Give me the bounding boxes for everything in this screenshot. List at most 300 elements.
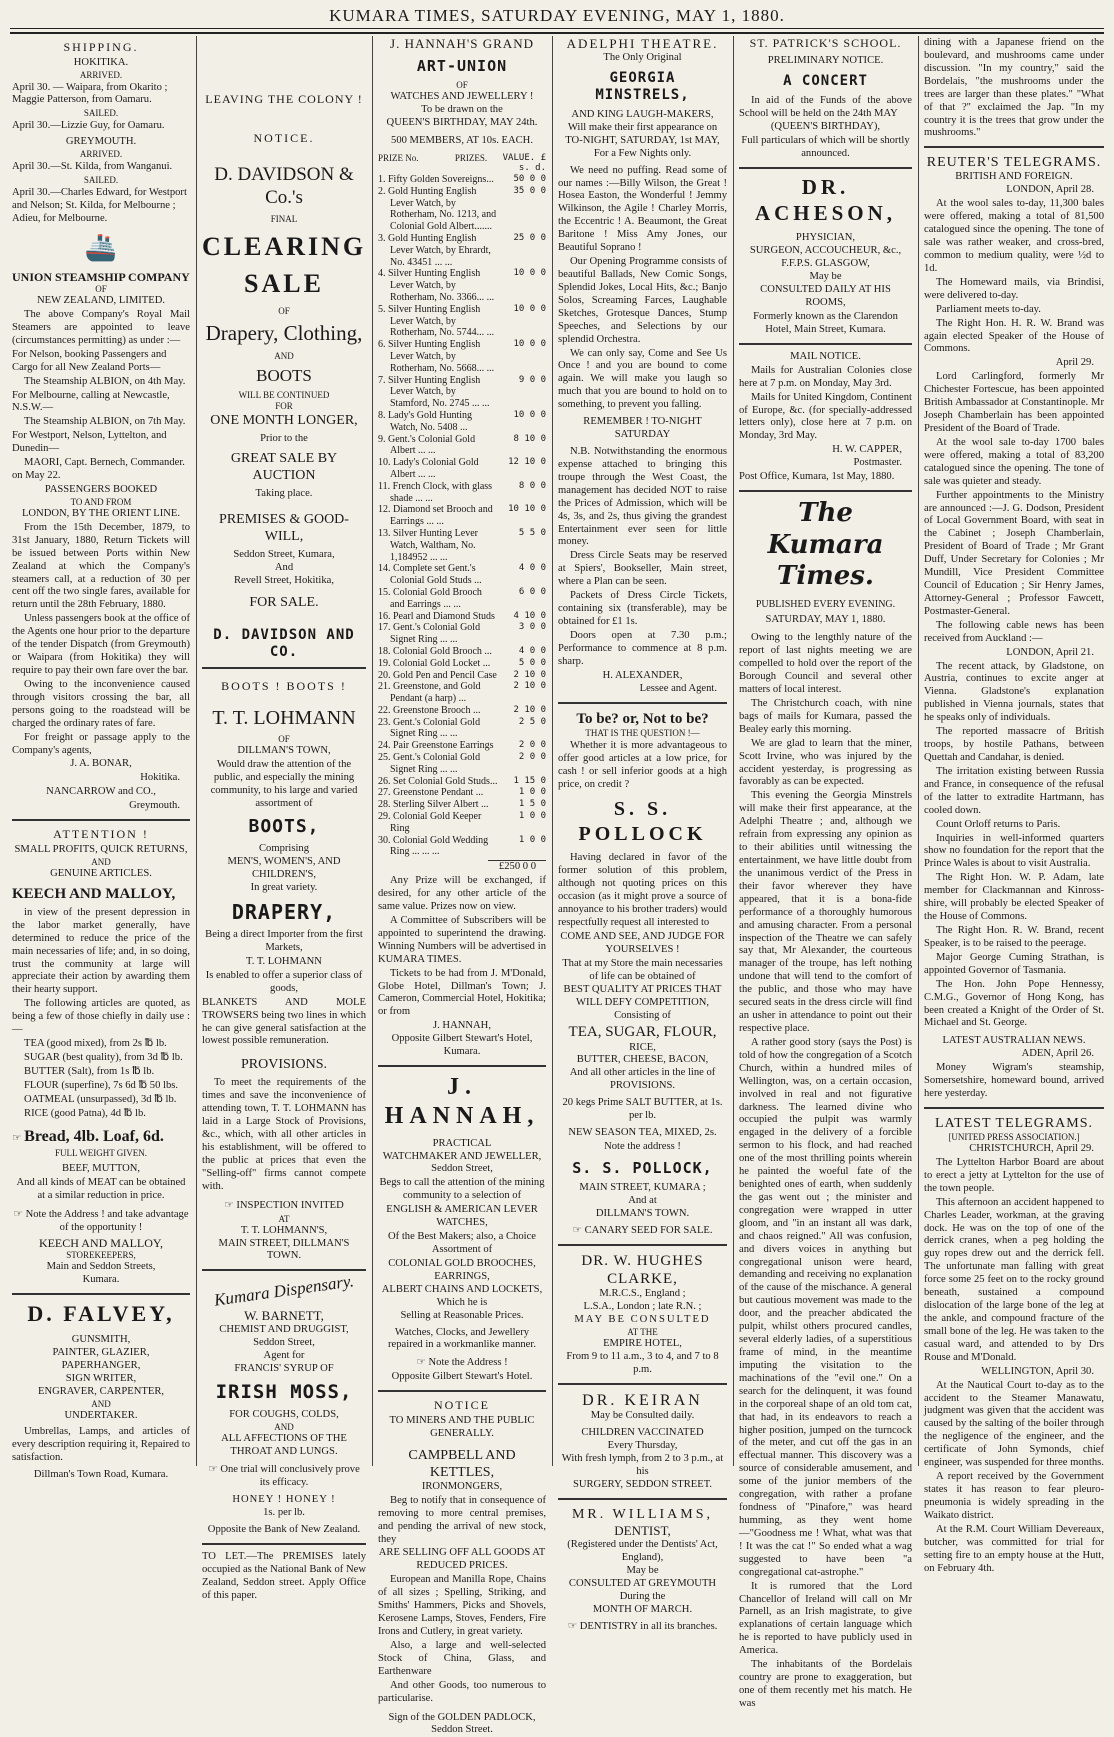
paragraph: Also, a large and well-selected Stock of China, Glass, and Earthenware — [378, 1640, 546, 1679]
subheading: (Registered under the Dentists' Act, England), — [558, 1539, 727, 1565]
prize-value: 8 10 0 — [498, 434, 546, 458]
editorial-paragraph: This evening the Georgia Minstrels will make their first appearance, at the Adelphi Theatre ; and, although we refrain from expressing any opinion as to their abilities until witnessing the entertainment, we have little doubt from the unanimous verdict of the Press in their favor wherever they have appeared, that it is a bona-fide performance of a thoroughly humorous and amusing character. From a personal inspection of the Theatre we can safely say that, Mr Alexander, the courteous manager of the troupe, has left nothing undone that will tend to the comfort of the public, and those who may have secured seats in the dress circle will find an usher in attendance to point out their respective place. — [739, 790, 912, 1036]
subheading: EMPIRE HOTEL, — [558, 1338, 727, 1351]
shipping-heading: SHIPPING. — [12, 40, 190, 55]
notice-heading: NOTICE. — [202, 131, 366, 146]
agent-name: J. A. BONAR, — [12, 758, 190, 771]
prize-value: 8 0 0 — [498, 481, 546, 505]
subheading: M.R.C.S., England ; — [558, 1288, 727, 1301]
one-month-heading: ONE MONTH LONGER, — [202, 412, 366, 429]
sale-heading: SALE — [202, 268, 366, 300]
subheading: AND — [202, 351, 366, 362]
paragraph: The Steamship ALBION, on 4th May. — [12, 376, 190, 389]
subheading: ARE SELLING OFF ALL GOODS AT REDUCED PRICES. — [378, 1547, 546, 1573]
prize-row — [378, 186, 546, 233]
subheading: Consisting of — [558, 1010, 727, 1023]
prize-value: 9 0 0 — [498, 375, 546, 410]
paragraph: To meet the requirements of the times and save the inconvenience of attending town, T. T. LOHMANN has laid in a Large Stock of Provisions, &c., which, with all other articles in his establishment, will be offered to the public at prices that even the "Selling-off" firms cannot compete with. — [202, 1077, 366, 1193]
prize-row — [378, 799, 546, 811]
prize-row — [378, 563, 546, 587]
telegram-paragraph: At the wool sale to-day 1700 bales were offered, making a total of 83,200 catalogued since the opening. The tone of sale was quieter and steady. — [924, 437, 1104, 489]
subheading: UNDERTAKER. — [12, 1410, 190, 1423]
subheading: MONTH OF MARCH. — [558, 1604, 727, 1617]
prize-description: 10. Lady's Colonial Gold Albert ... ... — [378, 457, 498, 481]
davidson-signature: D. DAVIDSON AND CO. — [202, 627, 366, 661]
attention-heading: ATTENTION ! — [12, 827, 190, 842]
dateline: LONDON, April 28. — [924, 184, 1104, 197]
column-divider — [372, 36, 373, 1466]
price-item: TEA (good mixed), from 2s ℔ lb. — [12, 1038, 190, 1051]
paragraph: European and Manilla Rope, Chains of all sizes ; Spelling, Striking, and Smiths' Hammers, Picks and Shovels, Kerosene Lamps, Stoves, Fenders, Fire Irons and Cutlery, in great variety. — [378, 1574, 546, 1639]
telegram-paragraph: Inquiries in well-informed quarters show no foundation for the report that the Prince Wales is about to visit Australia. — [924, 833, 1104, 872]
campbell-heading: CAMPBELL AND KETTLES, — [378, 1447, 546, 1481]
subheading: [UNITED PRESS ASSOCIATION.] — [924, 1132, 1104, 1143]
prize-description: 18. Colonial Gold Brooch ... — [378, 646, 498, 658]
address: Seddon Street, — [202, 1337, 366, 1350]
mail-notice-heading: MAIL NOTICE. — [739, 351, 912, 364]
irish-moss-heading: IRISH MOSS, — [202, 1381, 366, 1404]
subheading: MEN'S, WOMEN'S, AND CHILDREN'S, — [202, 856, 366, 882]
paragraph: For Melbourne, calling at Newcastle, N.S.W.— — [12, 390, 190, 416]
subheading: T. T. LOHMANN — [202, 956, 366, 969]
prize-description: 4. Silver Hunting English Lever Watch, by Rotherham, No. 3366... ... — [378, 268, 498, 303]
provisions-heading: PROVISIONS. — [202, 1056, 366, 1073]
prize-description: 30. Colonial Gold Wedding Ring ... ... ... — [378, 835, 498, 859]
subheading: BRITISH AND FOREIGN. — [924, 171, 1104, 184]
prize-description: 26. Set Colonial Gold Studs... — [378, 776, 498, 788]
latest-telegrams-heading: LATEST TELEGRAMS. — [924, 1115, 1104, 1132]
prize-value: 10 0 0 — [498, 410, 546, 434]
subheading: Agent for — [202, 1350, 366, 1363]
steamship-icon: 🚢 — [12, 232, 190, 264]
prize-row — [378, 752, 546, 776]
paragraph: Begs to call the attention of the mining community to a selection of — [378, 1177, 546, 1203]
paragraph: For Nelson, booking Passengers and Cargo for all New Zealand Ports— — [12, 349, 190, 375]
subheading: PROVISIONS. — [558, 1080, 727, 1093]
paragraph: The above Company's Royal Mail Steamers are appointed to leave (circumstances permitting) as under :— — [12, 309, 190, 348]
pointing-hand-icon: ☞ — [416, 1356, 426, 1368]
subheading: DILLMAN'S TOWN, — [202, 745, 366, 758]
prize-row — [378, 233, 546, 268]
subheading: MAY BE CONSULTED — [558, 1314, 727, 1327]
leaving-heading: LEAVING THE COLONY ! — [202, 92, 366, 107]
subheading: SURGEON, ACCOUCHEUR, &c., — [739, 245, 912, 258]
prize-row — [378, 705, 546, 717]
subheading: AT THE — [558, 1327, 727, 1338]
prize-description: 14. Complete set Gent.'s Colonial Gold Studs ... — [378, 563, 498, 587]
paragraph: Full particulars of which will be shortly announced. — [739, 135, 912, 161]
prize-row — [378, 268, 546, 303]
paragraph: NEW SEASON TEA, MIXED, 2s. — [558, 1127, 727, 1140]
telegram-paragraph: The Lyttelton Harbor Board are about to erect a jetty at Lyttelton for the use of the town people. — [924, 1157, 1104, 1196]
subheading: WILL BE CONTINUED — [202, 390, 366, 401]
divider — [12, 819, 190, 821]
telegram-paragraph: Money Wigram's steamship, Somersetshire, homeward bound, arrived here yesterday. — [924, 1062, 1104, 1101]
subheading: CONSULTED AT GREYMOUTH — [558, 1578, 727, 1591]
prize-row — [378, 528, 546, 563]
paragraph: That at my Store the main necessaries of life can be obtained of — [558, 958, 727, 984]
paragraph: Doors open at 7.30 p.m.; Performance to commence at 8 p.m. sharp. — [558, 630, 727, 669]
address: Kumara. — [12, 1274, 190, 1287]
prize-row — [378, 434, 546, 458]
tea-heading: TEA, SUGAR, FLOUR, — [558, 1023, 727, 1041]
telegram-paragraph: At the wool sales to-day, 11,300 bales were offered, making a total of 81,500 catalogued since the opening. The tone of sale was rather weaker, and cross-bred, common to medium quality, were ½d to 1d. — [924, 198, 1104, 276]
subheading: Prior to the — [202, 433, 366, 446]
shipping-entry: April 30.—Lizzie Guy, for Oamaru. — [12, 120, 190, 133]
subheading: Comprising — [202, 843, 366, 856]
telegram-paragraph: The recent attack, by Gladstone, on Austria, continues to excite anger at Vienna. Gladstone's explanation published in Vienna journals, states that he speaks only of individuals. — [924, 661, 1104, 726]
paragraph: MAORI, Capt. Bernech, Commander. on May 22. — [12, 457, 190, 483]
prize-value: 2 5 0 — [498, 717, 546, 741]
column-divider — [552, 36, 553, 1466]
falvey-heading: D. FALVEY, — [12, 1301, 190, 1328]
prize-row — [378, 457, 546, 481]
prize-description: 3. Gold Hunting English Lever Watch, by Ehrardt, No. 43451 ... ... — [378, 233, 498, 268]
paragraph: Is enabled to offer a superior class of goods, — [202, 970, 366, 996]
subheading: Every Thursday, — [558, 1440, 727, 1453]
subheading: COME AND SEE, AND JUDGE FOR YOURSELVES ! — [558, 931, 727, 957]
paragraph: N.B. Notwithstanding the enormous expense attached to bringing this troupe through the West Coast, the management has decided NOT to raise the Prices of Admission, which will be 4s, 3s, and 2s, thus giving the grandest Entertainment ever seen for little money. — [558, 446, 727, 549]
prize-row — [378, 339, 546, 374]
prize-value: 1 15 0 — [498, 776, 546, 788]
prize-description: 24. Pair Greenstone Earrings — [378, 740, 498, 752]
pointing-hand-icon: ☞ — [208, 1463, 218, 1475]
williams-heading: MR. WILLIAMS, — [558, 1506, 727, 1523]
pointing-hand-icon: ☞ — [224, 1199, 234, 1211]
subheading: ALL AFFECTIONS OF THE THROAT AND LUNGS. — [202, 1433, 366, 1459]
prize-description: 8. Lady's Gold Hunting Watch, No. 5408 ... — [378, 410, 498, 434]
prize-row — [378, 611, 546, 623]
prize-row — [378, 481, 546, 505]
masthead-rule-thick — [10, 32, 1104, 34]
prize-value: 1 0 0 — [498, 787, 546, 799]
subheading: FINAL — [202, 214, 366, 225]
telegram-paragraph: Further appointments to the Ministry are announced :—J. G. Dodson, President of Local Government Board, with seat in the Cabinet ; Joseph Chamberlain, President of Board of Trade ; Mr Grant Duff, Under Secretary for Colonies ; Mr Mundill, Vice President Committee Council of Education ; Sir Henry James, Attorney-General ; Professor Fawcett, Postmaster-General. — [924, 490, 1104, 619]
subheading: PASSENGERS BOOKED — [12, 484, 190, 497]
paragraph: Beg to notify that in consequence of removing to more central premises, and pending the arrival of new stock, they — [378, 1495, 546, 1547]
port-heading: HOKITIKA. — [12, 57, 190, 70]
subheading: FULL WEIGHT GIVEN. — [12, 1148, 190, 1159]
prize-value: 2 10 0 — [498, 681, 546, 705]
subheading: DENTISTRY in all its branches. — [580, 1621, 718, 1632]
subheading: 500 MEMBERS, AT 10s. EACH. — [378, 135, 546, 148]
shipping-entry: April 30.—Charles Edward, for Westport and Nelson; St. Kilda, for Melbourne ; Adieu, for Melbourne. — [12, 187, 190, 226]
subheading: OF — [202, 734, 366, 745]
address: Dillman's Town Road, Kumara. — [12, 1469, 190, 1482]
subheading: LONDON, BY THE ORIENT LINE. — [12, 508, 190, 521]
art-union-title: ART-UNION — [378, 57, 546, 75]
address: Opposite Gilbert Stewart's Hotel, Kumara. — [378, 1033, 546, 1059]
subheading: CHEMIST AND DRUGGIST, — [202, 1324, 366, 1337]
paragraph: Mails for Australian Colonies close here at 7 p.m. on Monday, May 3rd. — [739, 365, 912, 391]
price-item: RICE (good Patna), 4d ℔ lb. — [12, 1108, 190, 1121]
alexander-signature: H. ALEXANDER, — [558, 670, 727, 683]
subheading: AND — [12, 1399, 190, 1410]
subheading: ARRIVED. — [12, 70, 190, 81]
subheading: To be drawn on the — [378, 104, 546, 117]
subheading: SAILED. — [12, 108, 190, 119]
divider — [739, 490, 912, 492]
prize-description: 27. Greenstone Pendant ... — [378, 787, 498, 799]
paragraph: 20 kegs Prime SALT BUTTER, at 1s. per lb. — [558, 1097, 727, 1123]
paragraph: Packets of Dress Circle Tickets, containing six (transferable), may be obtained for £1 1s. — [558, 590, 727, 629]
pointing-hand-icon: ☞ — [568, 1620, 578, 1632]
prize-value: 5 0 0 — [498, 658, 546, 670]
subheading: GUNSMITH, — [12, 1334, 190, 1347]
column-header: PRIZES. — [444, 153, 498, 174]
paragraph: Our Opening Programme consists of beautiful Ballads, New Comic Songs, Splendid Jokes, Local Hits, &c.; Banjo Solos, Screaming Farces, Laughable Sketches, Grotesque Dances, Stump Speeches, and Selections by our splendid Orchestra. — [558, 256, 727, 346]
subheading: T. T. LOHMANN'S, — [202, 1225, 366, 1238]
prize-row — [378, 304, 546, 339]
subheading: 1s. per lb. — [202, 1507, 366, 1520]
prize-value: 5 5 0 — [498, 528, 546, 563]
subheading: (QUEEN'S BIRTHDAY), — [739, 121, 912, 134]
paragraph: In aid of the Funds of the above School will be held on the 24th MAY — [739, 95, 912, 121]
prize-description: 1. Fifty Golden Sovereigns... — [378, 174, 498, 186]
paragraph: Post Office, Kumara, 1st May, 1880. — [739, 471, 912, 484]
prize-description: 28. Sterling Silver Albert ... — [378, 799, 498, 811]
prize-value: 2 10 0 — [498, 705, 546, 717]
telegram-paragraph: Count Orloff returns to Paris. — [924, 819, 1104, 832]
subheading: OF — [378, 80, 546, 91]
column-1 — [12, 36, 190, 1466]
subheading: BEST QUALITY AT PRICES THAT WILL DEFY COMPETITION, — [558, 984, 727, 1010]
prize-description: 9. Gent.'s Colonial Gold Albert ... ... — [378, 434, 498, 458]
prize-list — [378, 174, 546, 858]
paragraph: Owing to the inconvenience caused through visitors crossing the bar, all persons going to the roadstead will be charged the ordinary rates of fare. — [12, 679, 190, 731]
subheading: IRONMONGERS, — [378, 1481, 546, 1494]
prize-value: 2 0 0 — [498, 752, 546, 776]
prize-value: 10 0 0 — [498, 304, 546, 339]
subheading: AND — [12, 857, 190, 868]
subheading: ARRIVED. — [12, 149, 190, 160]
column-6 — [924, 36, 1104, 1466]
prize-row — [378, 811, 546, 835]
editorial-paragraph: The Christchurch coach, with nine bags of mails for Kumara, passed the Bealey early this morning. — [739, 698, 912, 737]
dateline: April 29. — [924, 357, 1104, 370]
subheading: DENTIST, — [558, 1523, 727, 1539]
prize-value: 12 10 0 — [498, 457, 546, 481]
editorial-paragraph: We are glad to learn that the miner, Scott Irvine, who was injured by the accident yesterday, is progressing as favorably as can be expected. — [739, 738, 912, 790]
masthead: KUMARA TIMES, SATURDAY EVENING, MAY 1, 1880. — [0, 6, 1114, 26]
dispensary-heading: Kumara Dispensary. — [201, 1270, 366, 1313]
subheading: FRANCIS' SYRUP OF — [202, 1363, 366, 1376]
prize-value: 10 0 0 — [498, 339, 546, 374]
prize-description: 16. Pearl and Diamond Studs — [378, 611, 498, 623]
prize-description: 7. Silver Hunting English Lever Watch, by Stamford, No. 2745 ... ... — [378, 375, 498, 410]
drapery-heading: Drapery, Clothing, — [202, 321, 366, 347]
divider — [378, 1390, 546, 1392]
prize-value: 50 0 0 — [498, 174, 546, 186]
paragraph: in view of the present depression in the labor market generally, have determined to reduce the price of the main necessaries of life; and, in so doing, trust the community at large will appreciate their action by awarding them their hearty support. — [12, 907, 190, 997]
prize-row — [378, 622, 546, 646]
subheading: CHILDREN VACCINATED — [558, 1427, 727, 1440]
paragraph: And other Goods, too numerous to particularise. — [378, 1680, 546, 1706]
premises-heading: PREMISES & GOOD-WILL, — [202, 511, 366, 545]
editorial-paragraph: Owing to the lengthly nature of the report of last nights meeting we are compelled to hold over the report of the Borough Council and several other matters of local interest. — [739, 632, 912, 697]
price-item: BUTTER (Salt), from 1s ℔ lb. — [12, 1066, 190, 1079]
subheading: OF — [12, 284, 190, 295]
address: DILLMAN'S TOWN. — [558, 1208, 727, 1221]
prize-value: 2 0 0 — [498, 740, 546, 752]
editorial-paragraph: A rather good story (says the Post) is told of how the congregation of a Scotch Church, within a hundred miles of Wellington, was, on a certain occasion, involved in real and not figurative darkness. The learned divine who occupied the pulpit was warmly engaged in the delivery of a forcible sermon to his flock, and had reached one of the most thrilling points wherein he painted the woeful fate of the benighted ones of earth, when suddenly the gas went out ; the minister and congregation were wrapped in utter gloom, and "in an instant all was dark, and chaos reigned." All was confusion, and divers voices in anything but congregational unison were heard, demanding and receiving no explanation of the cause of the mischance. A general but cautious movement was made to the door, and the preacher abdicated the pulpit, whilst others procured candles, several elderly ladies, of a superstitious frame of mind, in the meantime imputing the visitation to the machinations of the "evil one." On a search for the delinquent, it was found in the corporeal shape of an old tom cat, that had, in its endeavors to reach a higher position, jumped on the turncock of the meter, and cut off the gas in an effectual manner. This discovery was a source of considerable amusement, and some of the junior members of the congregation, with rather a profane fondness of "Pinafore," was heard humming, as they went home—"Goodness me ! What, what was that ! It was the cat !" So ended what a wag suggested to have been "a congregational cat-astrophe." — [739, 1037, 912, 1580]
georgia-heading: GEORGIA MINSTRELS, — [558, 70, 727, 104]
divider — [202, 1543, 366, 1545]
column-divider — [733, 36, 734, 1466]
barnett-name: W. BARNETT, — [202, 1308, 366, 1324]
dateline: CHRISTCHURCH, April 29. — [924, 1143, 1104, 1156]
price-item: FLOUR (superfine), 7s 6d ℔ 50 lbs. — [12, 1080, 190, 1093]
telegram-paragraph: At the R.M. Court William Devereaux, butcher, was committed for trial for setting fire to an empty house at the Hutt, on February 4th. — [924, 1524, 1104, 1576]
prize-value: 1 0 0 — [498, 811, 546, 835]
reuters-heading: REUTER'S TELEGRAMS. — [924, 154, 1104, 171]
prize-description: 19. Colonial Gold Locket ... — [378, 658, 498, 670]
for-sale-heading: FOR SALE. — [202, 594, 366, 611]
subheading: THAT IS THE QUESTION !— — [558, 728, 727, 739]
divider — [558, 1244, 727, 1246]
subheading: F.F.P.S. GLASGOW, — [739, 258, 912, 271]
prize-description: 13. Silver Hunting Lever Watch, Waltham, No. 1,184952 ... ... — [378, 528, 498, 563]
subheading: Note the address ! — [558, 1141, 727, 1154]
telegram-paragraph: Lord Carlingford, formerly Mr Chichester Fortescue, has been appointed British Ambassador at Constantinople. Mr Joseph Chamberlain has been appointed President of the Board of Trade. — [924, 371, 1104, 436]
art-union-heading: J. HANNAH'S GRAND — [378, 36, 546, 52]
bread-heading: Bread, 4lb. Loaf, 6d. — [24, 1128, 164, 1145]
paragraph: Note the Address ! and take advantage of the opportunity ! — [26, 1209, 189, 1233]
prize-description: 23. Gent.'s Colonial Gold Signet Ring ... ... — [378, 717, 498, 741]
address: Seddon Street, — [378, 1163, 546, 1176]
subheading: With fresh lymph, from 2 to 3 p.m., at his — [558, 1453, 727, 1479]
address: Opposite the Bank of New Zealand. — [202, 1524, 366, 1537]
paragraph: One trial will conclusively prove its efficacy. — [220, 1464, 359, 1488]
shipping-entry: April 30.—St. Kilda, from Wanganui. — [12, 161, 190, 174]
davidson-heading: D. DAVIDSON & Co.'s — [202, 163, 366, 209]
subheading: During the — [558, 1591, 727, 1604]
subheading: SURGERY, SEDDON STREET. — [558, 1479, 727, 1492]
tobe-heading: To be? or, Not to be? — [558, 710, 727, 728]
prize-description: 20. Gold Pen and Pencil Case — [378, 670, 498, 682]
subheading: FOR COUGHS, COLDS, — [202, 1409, 366, 1422]
pollock-heading: S. S. POLLOCK — [558, 797, 727, 846]
subheading: May be — [739, 271, 912, 284]
column-divider — [196, 36, 197, 1466]
telegram-paragraph: The reported massacre of British troops, by hostile Pathans, between Quettah and Candahar, is denied. — [924, 726, 1104, 765]
subheading: PHYSICIAN, — [739, 232, 912, 245]
prize-row — [378, 646, 546, 658]
pointing-hand-icon: ☞ — [572, 1224, 582, 1236]
prize-description: 29. Colonial Gold Keeper Ring — [378, 811, 498, 835]
prize-value: 1 5 0 — [498, 799, 546, 811]
editorial-paragraph: The inhabitants of the Bordelais country are prone to exaggeration, but one of them recently met his match. He was — [739, 1659, 912, 1711]
issue-date: SATURDAY, MAY 1, 1880. — [739, 614, 912, 627]
subheading: In great variety. — [202, 882, 366, 895]
divider — [202, 667, 366, 669]
drapery-fancy-heading: DRAPERY, — [202, 900, 366, 924]
column-divider — [918, 36, 919, 1466]
subheading: INSPECTION INVITED — [236, 1200, 343, 1211]
pollock-fancy: S. S. POLLOCK, — [558, 1159, 727, 1177]
prize-description: 17. Gent.'s Colonial Gold Signet Ring ... ... — [378, 622, 498, 646]
boots-heading: BOOTS — [202, 366, 366, 387]
paragraph: Dress Circle Seats may be reserved at Spiers', Bookseller, Main street, where a Plan can be seen. — [558, 550, 727, 589]
capper-signature: H. W. CAPPER, — [739, 444, 912, 457]
shipping-entry: April 30. — Waipara, from Okarito ; Maggie Patterson, from Oamaru. — [12, 82, 190, 108]
prize-value: 10 10 0 — [498, 504, 546, 528]
prize-row — [378, 658, 546, 670]
paragraph: From the 15th December, 1879, to 31st January, 1880, Return Tickets will be issued between Ports within New Zealand at which the Company's steamers call, at a reduction of 30 per cent off the two single fares, available for return until the 28th February, 1880. — [12, 522, 190, 612]
prize-row — [378, 587, 546, 611]
column-2 — [202, 36, 366, 1466]
telegram-paragraph: The irritation existing between Russia and France, in consequence of the refusal of the latter to extradite Hartmann, has cooled down. — [924, 766, 1104, 818]
prize-description: 6. Silver Hunting English Lever Watch, by Rotherham, No. 5668... ... — [378, 339, 498, 374]
subheading: Selling at Reasonable Prices. — [378, 1310, 546, 1323]
subheading: May be — [558, 1565, 727, 1578]
telegram-paragraph: The Right Hon. R. W. Brand, recent Speaker, is to be raised to the peerage. — [924, 925, 1104, 951]
editorial-paragraph: It is rumored that the Lord Chancellor of Ireland will call on Mr Parnell, as an Irish magistrate, to give explanations of certain language which he is reported to have publicly used in America. — [739, 1581, 912, 1659]
dateline: WELLINGTON, April 30. — [924, 1366, 1104, 1379]
paragraph: For freight or passage apply to the Company's agents, — [12, 732, 190, 758]
subheading: For a Few Nights only. — [558, 148, 727, 161]
union-heading: UNION STEAMSHIP COMPANY — [12, 270, 190, 285]
subheading: QUEEN'S BIRTHDAY, MAY 24th. — [378, 117, 546, 130]
paragraph: And all kinds of MEAT can be obtained at a similar reduction in price. — [12, 1177, 190, 1203]
subheading: AND KING LAUGH-MAKERS, — [558, 109, 727, 122]
subheading: SAILED. — [12, 175, 190, 186]
prize-value: 35 0 0 — [498, 186, 546, 233]
address: Seddon Street, Kumara, — [202, 549, 366, 562]
prize-description: 22. Greenstone Brooch ... — [378, 705, 498, 717]
prize-description: 11. French Clock, with glass shade ... ... — [378, 481, 498, 505]
paragraph: Would draw the attention of the public, and especially the mining community, to his large and varied assortment of — [202, 759, 366, 811]
pointing-hand-icon: ☞ — [13, 1208, 23, 1220]
subheading: BUTTER, CHEESE, BACON, — [558, 1054, 727, 1067]
agent-name: NANCARROW and CO., — [12, 786, 190, 799]
pointing-hand-icon: ☞ — [12, 1132, 22, 1144]
subheading: PAINTER, GLAZIER, PAPERHANGER, — [12, 1347, 190, 1373]
divider — [739, 343, 912, 345]
prize-value: 1 0 0 — [498, 835, 546, 859]
subheading: The Only Original — [558, 52, 727, 65]
prize-row — [378, 740, 546, 752]
masthead-rule — [10, 28, 1104, 29]
divider — [924, 1107, 1104, 1109]
subheading: RICE, — [558, 1042, 727, 1055]
prize-row — [378, 776, 546, 788]
notice-heading: NOTICE — [378, 1398, 546, 1413]
keech-heading: KEECH AND MALLOY, — [12, 885, 190, 903]
subheading: And all other articles in the line of — [558, 1067, 727, 1080]
subheading: Postmaster. — [739, 457, 912, 470]
divider — [558, 1383, 727, 1385]
prize-description: 21. Greenstone, and Gold Pendant (a harp) ... — [378, 681, 498, 705]
paragraph: Mails for United Kingdom, Continent of Europe, &c. (for specially-addressed letters only), close here at 7 p.m. on Monday, 3rd May. — [739, 392, 912, 444]
telegram-paragraph: The Homeward mails, via Brindisi, were delivered to-day. — [924, 277, 1104, 303]
prize-row — [378, 717, 546, 741]
adelphi-heading: ADELPHI THEATRE. — [558, 36, 727, 52]
divider — [12, 1293, 190, 1295]
subheading: And at — [558, 1195, 727, 1208]
paragraph: Any Prize will be exchanged, if desired, for any other article of the same value. Prizes now on view. — [378, 875, 546, 914]
prize-row — [378, 174, 546, 186]
paragraph: Umbrellas, Lamps, and articles of every description requiring it, Repaired to satisfaction. — [12, 1426, 190, 1465]
prize-total: £250 0 0 — [488, 860, 546, 874]
prize-value: 4 0 0 — [498, 563, 546, 587]
prize-row — [378, 835, 546, 859]
prize-value: 2 10 0 — [498, 670, 546, 682]
subheading: SMALL PROFITS, QUICK RETURNS, — [12, 844, 190, 857]
subheading: STOREKEEPERS, — [12, 1250, 190, 1261]
agent-place: Greymouth. — [12, 800, 190, 813]
subheading: ALBERT CHAINS AND LOCKETS, — [378, 1284, 546, 1297]
